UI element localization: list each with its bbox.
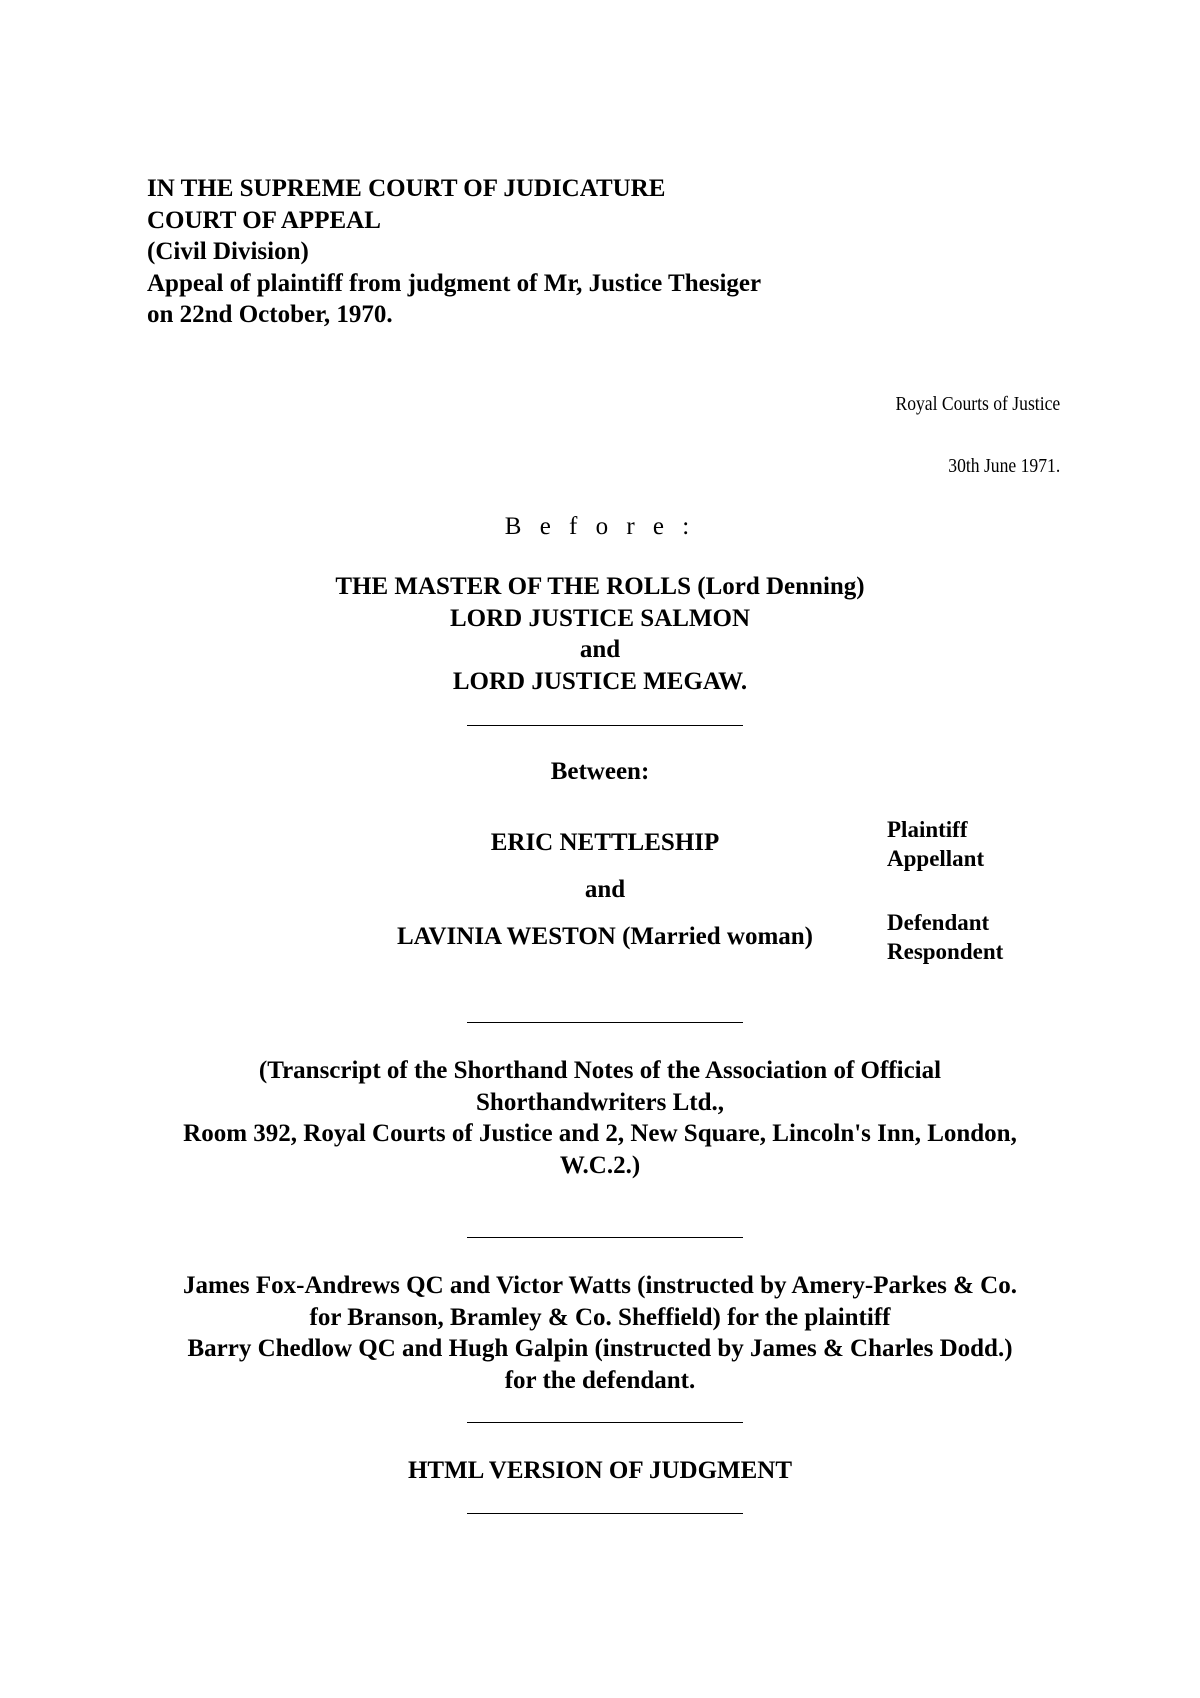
plaintiff-role-line: Plaintiff (887, 817, 968, 842)
defendant-role (887, 908, 1003, 966)
divider-rule (467, 1513, 743, 1514)
plaintiff-role-line: Appellant (887, 846, 985, 871)
divider-rule (467, 1422, 743, 1423)
venue: Royal Courts of Justice (895, 393, 1060, 415)
divider-rule (467, 725, 743, 726)
between-label: Between: (550, 758, 650, 785)
plaintiff-role (887, 815, 984, 873)
judge-line: LORD JUSTICE MEGAW. (452, 667, 748, 695)
court-heading (147, 173, 761, 331)
transcript-line: (Transcript of the Shorthand Notes of the Association of Official (258, 1057, 942, 1084)
before-label: B e f o r e : (504, 513, 696, 540)
divider-rule (467, 1022, 743, 1023)
judgment-date: 30th June 1971. (948, 455, 1060, 477)
counsel-list (120, 1270, 1080, 1396)
court-heading-line: (Civil Division) (147, 238, 309, 265)
defendant-name: LAVINIA WESTON (Married woman) (396, 923, 813, 950)
parties-and-label: and (584, 876, 626, 903)
court-heading-line: on 22nd October, 1970. (147, 301, 393, 328)
transcript-line: Shorthandwriters Ltd., (476, 1088, 724, 1116)
judge-line: LORD JUSTICE SALMON (449, 604, 751, 632)
judge-line: THE MASTER OF THE ROLLS (Lord Denning) (335, 573, 865, 600)
counsel-line: Barry Chedlow QC and Hugh Galpin (instructed by James & Charles Dodd.) (187, 1335, 1013, 1362)
judge-line: and (579, 636, 621, 663)
counsel-line: for the defendant. (504, 1366, 696, 1394)
judges-list (100, 571, 1100, 697)
court-heading-line: COURT OF APPEAL (147, 206, 381, 234)
court-heading-line: Appeal of plaintiff from judgment of Mr, Justice Thesiger (147, 269, 762, 297)
transcript-note (120, 1055, 1080, 1181)
defendant-role-line: Respondent (887, 939, 1004, 964)
court-heading-line: IN THE SUPREME COURT OF JUDICATURE (147, 175, 666, 202)
counsel-line: James Fox-Andrews QC and Victor Watts (instructed by Amery-Parkes & Co. (183, 1272, 1017, 1299)
plaintiff-name: ERIC NETTLESHIP (490, 829, 720, 856)
html-version-label: HTML VERSION OF JUDGMENT (407, 1457, 793, 1484)
defendant-role-line: Defendant (887, 910, 990, 935)
divider-rule (467, 1237, 743, 1238)
transcript-line: W.C.2.) (559, 1151, 641, 1179)
transcript-line: Room 392, Royal Courts of Justice and 2, New Square, Lincoln's Inn, London, (183, 1120, 1017, 1147)
counsel-line: for Branson, Bramley & Co. Sheffield) for the plaintiff (309, 1303, 891, 1331)
